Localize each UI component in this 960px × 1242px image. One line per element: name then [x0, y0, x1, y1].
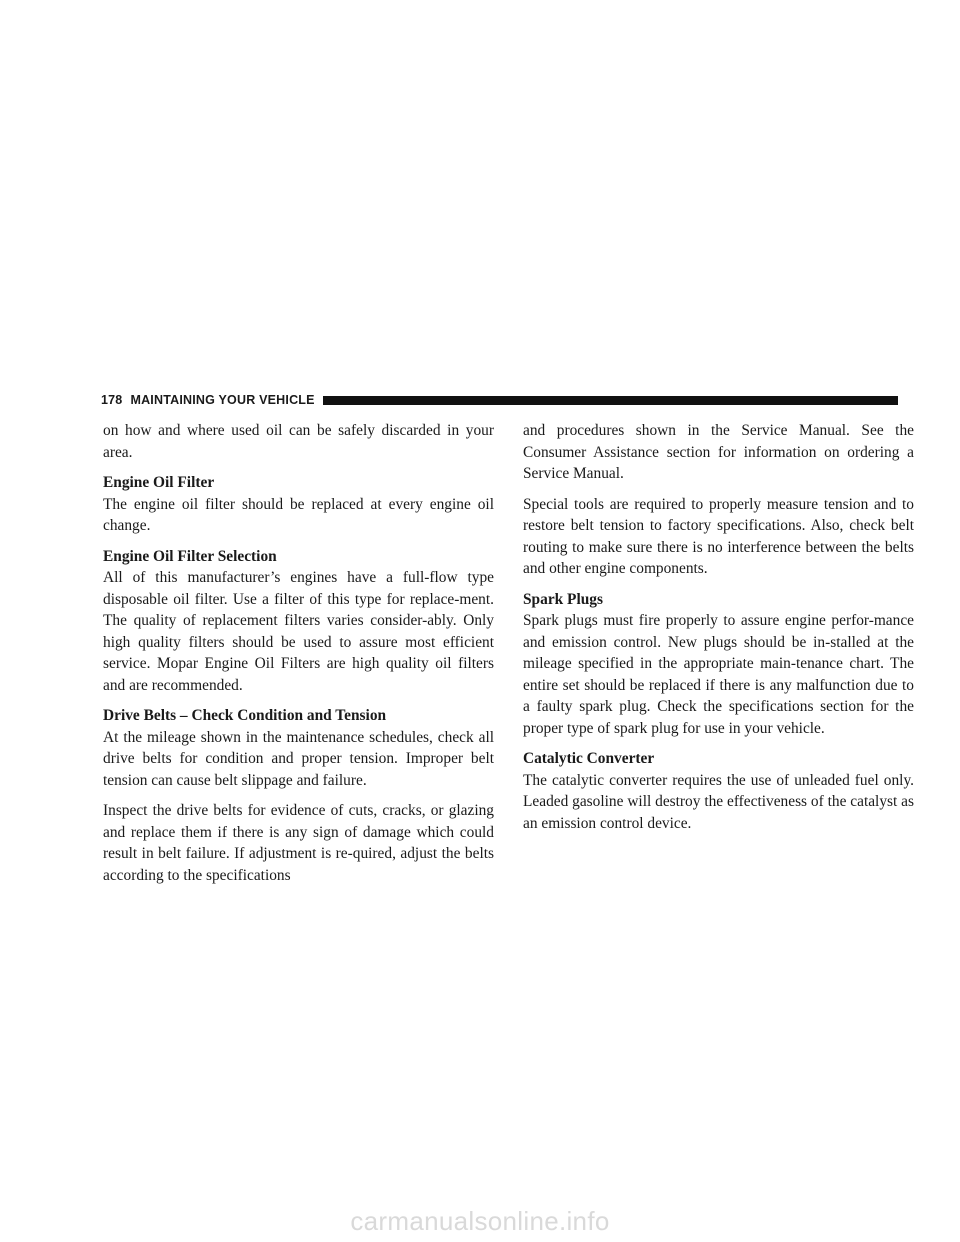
paragraph-oil-filter-selection: All of this manufacturer’s engines have a full-flow type disposable oil filter. Use a filter of this type for replace-ment. The quality of replacement filters varies consider-ably. Only high quality filters should be used to assure most efficient service. Mopar Engine Oil Filters are high quality oil filters and are recommended.: [103, 569, 494, 694]
section-oil-filter-selection: [103, 546, 494, 697]
section-title: MAINTAINING YOUR VEHICLE: [130, 393, 315, 407]
section-engine-oil-filter: [103, 472, 494, 537]
page-number: 178: [101, 393, 123, 407]
heading-engine-oil-filter: Engine Oil Filter: [103, 474, 215, 491]
paragraph-catalytic-converter: The catalytic converter requires the use of unleaded fuel only. Leaded gasoline will destroy the effectiveness of the catalyst as an emission control device.: [523, 771, 914, 832]
watermark: carmanualsonline.info: [350, 1206, 610, 1236]
heading-oil-filter-selection: Engine Oil Filter Selection: [103, 547, 277, 565]
section-spark-plugs: [523, 589, 914, 740]
left-column: [103, 420, 494, 895]
heading-drive-belts: Drive Belts – Check Condition and Tension: [103, 707, 387, 724]
heading-catalytic-converter: Catalytic Converter: [523, 750, 655, 767]
paragraph-used-oil: on how and where used oil can be safely discarded in your area.: [103, 422, 494, 461]
page-header: [101, 390, 898, 410]
section-catalytic-converter: [523, 748, 914, 834]
heading-spark-plugs: Spark Plugs: [523, 590, 603, 608]
header-rule: [323, 396, 898, 405]
paragraph-engine-oil-filter: The engine oil filter should be replaced at every engine oil change.: [103, 495, 494, 534]
section-drive-belts: [103, 705, 494, 791]
paragraph-special-tools: Special tools are required to properly measure tension and to restore belt tension to factory specifications. Also, check belt routing to make sure there is no interference between the belts and other engine components.: [523, 495, 914, 577]
paragraph-drive-belts: At the mileage shown in the maintenance schedules, check all drive belts for condition and proper tension. Improper belt tension can cause belt slippage and failure.: [103, 728, 494, 789]
right-column: [523, 420, 914, 843]
paragraph-inspect-belts: Inspect the drive belts for evidence of cuts, cracks, or glazing and replace them if there is any sign of damage which could result in belt failure. If adjustment is re-quired, adjust the belts according to the specifications: [103, 802, 494, 884]
paragraph-service-manual: and procedures shown in the Service Manual. See the Consumer Assistance section for information on ordering a Service Manual.: [523, 422, 914, 482]
paragraph-spark-plugs: Spark plugs must fire properly to assure engine perfor-mance and emission control. New plugs should be in-stalled at the mileage specified in the appropriate main-tenance chart. The entire set should be replaced if there is any malfunction due to a faulty spark plug. Check the specifications section for the proper type of spark plug for use in your vehicle.: [523, 612, 914, 737]
